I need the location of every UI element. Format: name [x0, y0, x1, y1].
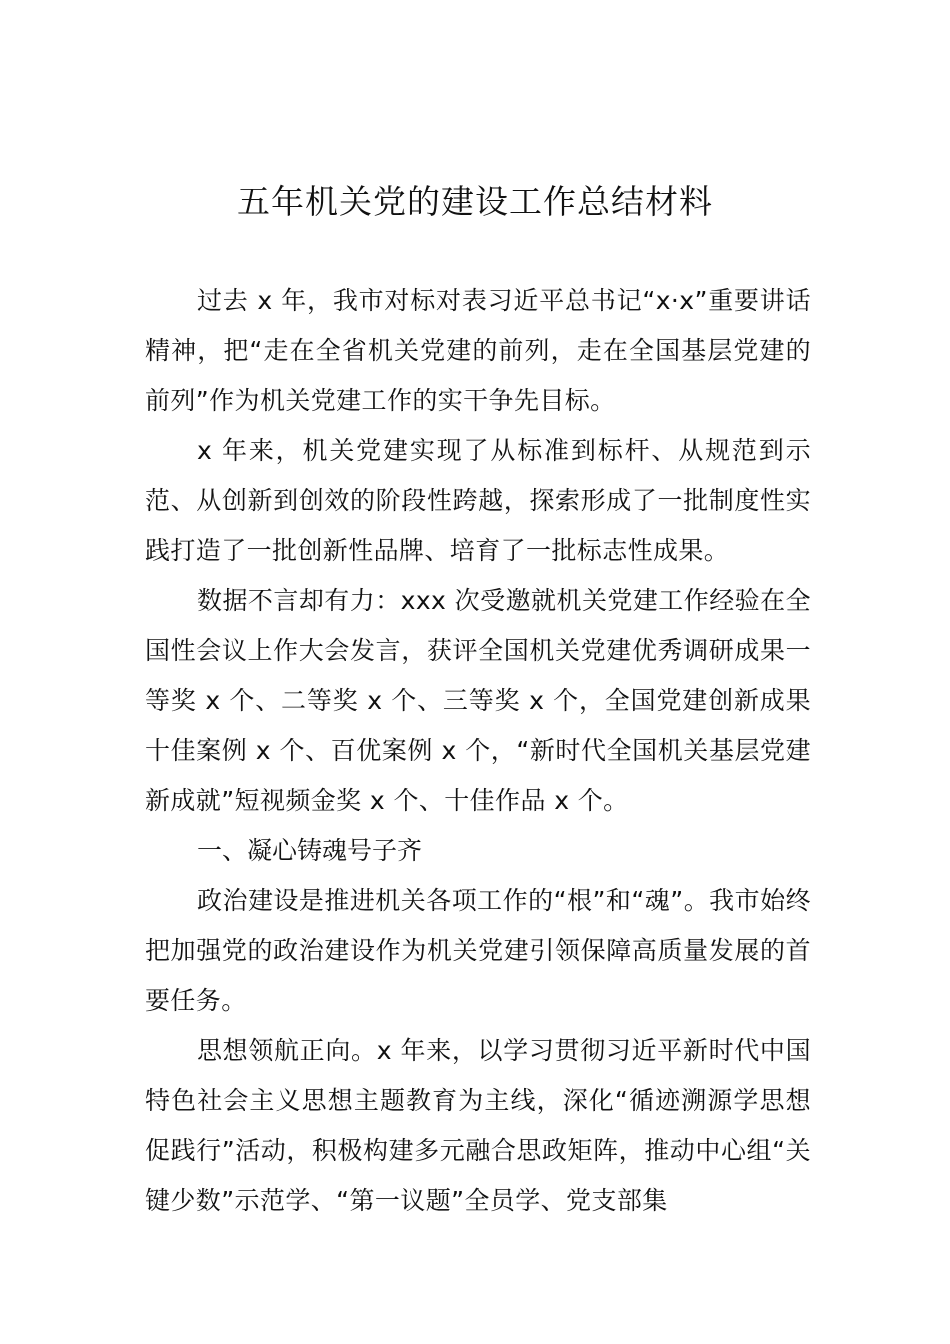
document-title: 五年机关党的建设工作总结材料 — [237, 182, 713, 221]
paragraph-data: 数据不言却有力：xxx 次受邀就机关党建工作经验在全国性会议上作大会发言，获评全国机关党建优秀调研成果一等奖 x 个、二等奖 x 个、三等奖 x 个，全国党建创新成果十佳案例 x 个、百优案例 x 个，“新时代全国机关基层党建新成就”短视频金奖 x 个、十佳作品 x 个。 — [145, 586, 811, 815]
section-heading: 一、凝心铸魂号子齐 — [197, 836, 423, 865]
paragraph-political-building: 政治建设是推进机关各项工作的“根”和“魂”。我市始终把加强党的政治建设作为机关党建引领保障高质量发展的首要任务。 — [145, 886, 811, 1015]
document-body — [145, 276, 811, 1226]
paragraph-ideological-guidance: 思想领航正向。x 年来，以学习贯彻习近平新时代中国特色社会主义思想主题教育为主线，深化“循迹溯源学思想促践行”活动，积极构建多元融合思政矩阵，推动中心组“关键少数”示范学、“第一议题”全员学、党支部集 — [145, 1036, 811, 1215]
paragraph-intro: 过去 x 年，我市对标对表习近平总书记“x·x”重要讲话精神，把“走在全省机关党建的前列，走在全国基层党建的前列”作为机关党建工作的实干争先目标。 — [145, 286, 811, 415]
paragraph-achievements: x 年来，机关党建实现了从标准到标杆、从规范到示范、从创新到创效的阶段性跨越，探索形成了一批制度性实践打造了一批创新性品牌、培育了一批标志性成果。 — [145, 436, 811, 565]
